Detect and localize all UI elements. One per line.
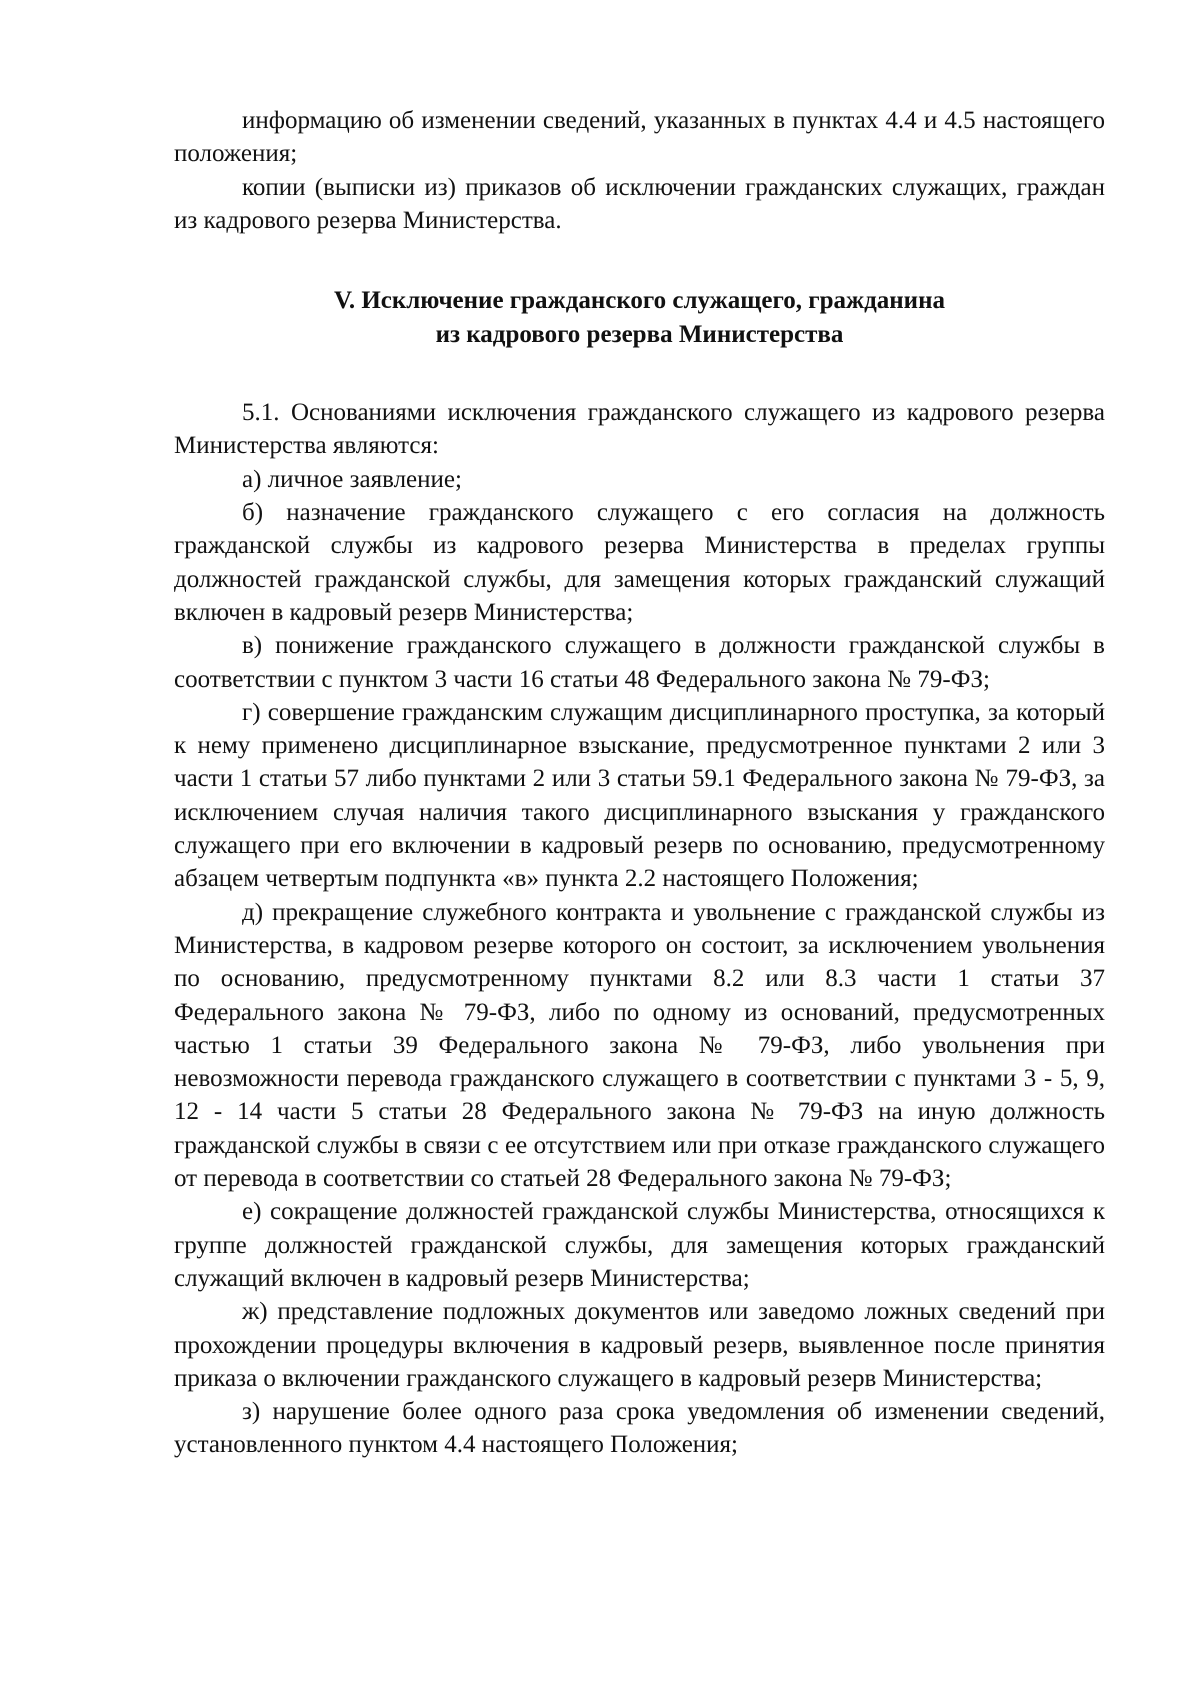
paragraph-info-change: информацию об изменении сведений, указанных в пунктах 4.4 и 4.5 настоящего положения; xyxy=(174,107,1105,168)
paragraph-item-b: б) назначение гражданского служащего с его согласия на должность гражданской службы из кадрового резерва Министерства в пределах группы должностей гражданской службы, для замещения которых гражданский служащий включен в кадровый резерв Министерства; xyxy=(174,499,1105,626)
section-heading-line-1: V. Исключение гражданского служащего, гражданина xyxy=(334,287,945,315)
paragraph-5-1: 5.1. Основаниями исключения гражданского служащего из кадрового резерва Министерства являются: xyxy=(174,399,1105,460)
paragraph-item-zh: ж) представление подложных документов или заведомо ложных сведений при прохождении процедуры включения в кадровый резерв, выявленное после принятия приказа о включении гражданского служащего в кадровый резерв Министерства; xyxy=(174,1298,1105,1392)
paragraph-item-e: е) сокращение должностей гражданской службы Министерства, относящихся к группе должностей гражданской службы, для замещения которых гражданский служащий включен в кадровый резерв Министерства; xyxy=(174,1198,1105,1292)
paragraph-item-d: д) прекращение служебного контракта и увольнение с гражданской службы из Министерства, в кадровом резерве которого он состоит, за исключением увольнения по основанию, предусмотренному пунктами 8.2 или 8.3 части 1 статьи 37 Федерального закона № 79-ФЗ, либо по одному из оснований, предусмотренных частью 1 статьи 39 Федерального закона № 79-ФЗ, либо увольнения при невозможности перевода гражданского служащего в соответствии с пунктами 3 - 5, 9, 12 - 14 части 5 статьи 28 Федерального закона № 79-ФЗ на иную должность гражданской службы в связи с ее отсутствием или при отказе гражданского служащего от перевода в соответствии со статьей 28 Федерального закона № 79-ФЗ; xyxy=(174,898,1105,1193)
section-heading-line-2: из кадрового резерва Министерства xyxy=(435,320,844,348)
paragraph-order-copies: копии (выписки из) приказов об исключении гражданских служащих, граждан из кадрового резерва Министерства. xyxy=(174,173,1105,234)
paragraph-item-v: в) понижение гражданского служащего в должности гражданской службы в соответствии с пунктом 3 части 16 статьи 48 Федерального закона № 79-ФЗ; xyxy=(174,632,1105,693)
paragraph-item-a: а) личное заявление; xyxy=(242,465,462,493)
paragraph-item-g: г) совершение гражданским служащим дисциплинарного проступка, за который к нему применено дисциплинарное взыскание, предусмотренное пунктами 2 или 3 части 1 статьи 57 либо пунктами 2 или 3 статьи 59.1 Федерального закона № 79-ФЗ, за исключением случая наличия такого дисциплинарного взыскания у гражданского служащего при его включении в кадровый резерв по основанию, предусмотренному абзацем четвертым подпункта «в» пункта 2.2 настоящего Положения; xyxy=(174,698,1105,893)
section-heading xyxy=(174,284,1105,351)
paragraph-item-z: з) нарушение более одного раза срока уведомления об изменении сведений, установленного пунктом 4.4 настоящего Положения; xyxy=(174,1398,1105,1459)
